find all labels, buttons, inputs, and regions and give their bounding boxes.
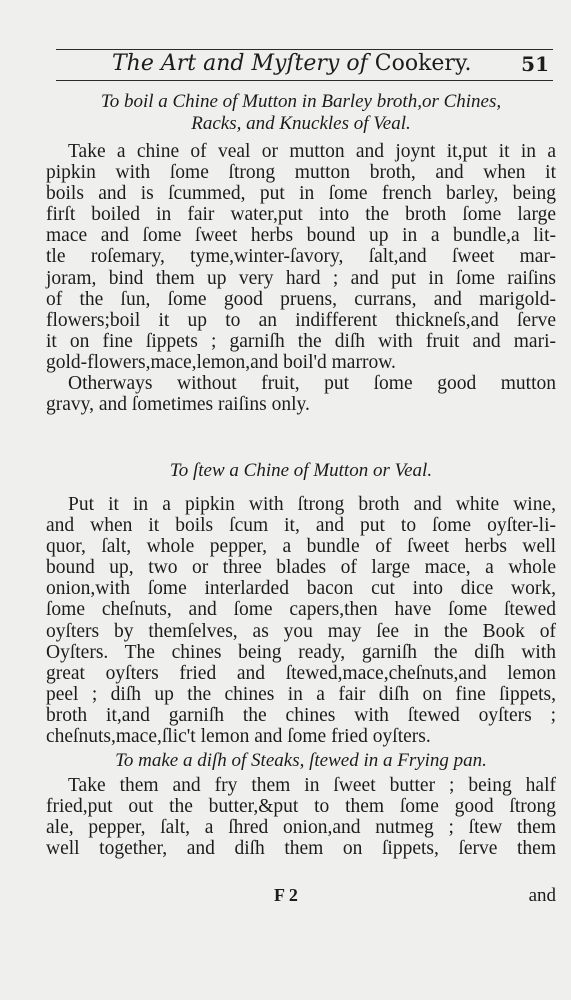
text-line: gravy, and ſometimes raiſins only. bbox=[46, 394, 310, 416]
signature-mark: F 2 bbox=[274, 885, 298, 905]
running-title-italic: The Art and Myſtery of bbox=[112, 51, 368, 76]
text-line: Oyſters. The chines being ready, garniſh the diſh with bbox=[46, 641, 556, 663]
text-line: flowers;boil it up to an indifferent thickneſs,and ſerve bbox=[46, 309, 556, 331]
text-line: Take them and fry them in ſweet butter ; being half bbox=[68, 775, 556, 796]
heading-line: To make a diſh of Steaks, ſtewed in a Frying pan. bbox=[115, 750, 487, 771]
text-line: well together, and diſh them on ſippets, ſerve them bbox=[46, 838, 556, 860]
recipe-body-steaks bbox=[46, 775, 556, 859]
text-line: ale, pepper, ſalt, a ſhred onion,and nutmeg ; ſtew them bbox=[46, 817, 556, 839]
recipe-body-stew-chine bbox=[46, 494, 556, 747]
text-line: onion,with ſome interlarded bacon cut into dice work, bbox=[46, 578, 556, 600]
recipe-heading-steaks bbox=[46, 750, 556, 772]
text-line: it on fine ſippets ; garniſh the diſh with fruit and mari- bbox=[46, 330, 556, 352]
text-line: gold-flowers,mace,lemon,and boil'd marrow. bbox=[46, 351, 396, 373]
text-line: quor, ſalt, whole pepper, a bundle of ſweet herbs well bbox=[46, 536, 556, 558]
page-number: 51 bbox=[521, 52, 549, 76]
catchword: and bbox=[528, 885, 556, 906]
text-line: cheſnuts,mace,ſlic't lemon and ſome fried oyſters. bbox=[46, 726, 431, 748]
running-title bbox=[112, 50, 471, 78]
running-header bbox=[56, 50, 553, 80]
recipe-heading-stew-chine bbox=[46, 460, 556, 482]
text-line: boils and is ſcummed, put in ſome french barley, being bbox=[46, 183, 556, 205]
heading-line: To ſtew a Chine of Mutton or Veal. bbox=[169, 460, 433, 481]
text-line: fried,put out the butter,&put to them ſome good ſtrong bbox=[46, 796, 556, 818]
recipe-body-boil-chine bbox=[46, 141, 556, 415]
running-title-roman: Cookery. bbox=[374, 51, 472, 76]
text-line: pipkin with ſome ſtrong mutton broth, and when it bbox=[46, 162, 556, 184]
text-line: of the ſun, ſome good pruens, currans, and marigold- bbox=[46, 288, 556, 310]
text-line: peel ; diſh up the chines in a fair diſh on fine ſippets, bbox=[46, 683, 556, 705]
page-footer bbox=[46, 885, 556, 907]
text-line: Put it in a pipkin with ſtrong broth and white wine, bbox=[68, 494, 556, 515]
text-line: ſome cheſnuts, and ſome capers,then have ſome ſtewed bbox=[46, 599, 556, 621]
text-line: mace and ſome ſweet herbs bound up in a bundle,a lit- bbox=[46, 225, 556, 247]
text-line: firſt boiled in fair water,put into the broth ſome large bbox=[46, 204, 556, 226]
heading-line: Racks, and Knuckles of Veal. bbox=[191, 113, 411, 134]
text-line: joram, bind them up very hard ; and put in ſome raiſins bbox=[46, 267, 556, 289]
text-line: Take a chine of veal or mutton and joynt it,put it in a bbox=[68, 141, 556, 162]
text-line: Otherways without fruit, put ſome good mutton bbox=[68, 373, 556, 395]
text-line: broth it,and garniſh the chines with ſtewed oyſters ; bbox=[46, 704, 556, 726]
text-line: oyſters by themſelves, as you may ſee in the Book of bbox=[46, 620, 556, 642]
text-line: bound up, two or three blades of large mace, a whole bbox=[46, 557, 556, 579]
header-rule-bottom bbox=[56, 80, 553, 81]
text-line: great oyſters fried and ſtewed,mace,cheſnuts,and lemon bbox=[46, 662, 556, 684]
text-line: tle roſemary, tyme,winter-ſavory, ſalt,and ſweet mar- bbox=[46, 246, 556, 268]
text-line: and when it boils ſcum it, and put to ſome oyſter-li- bbox=[46, 515, 556, 537]
recipe-heading-boil-chine bbox=[46, 91, 556, 135]
heading-line: To boil a Chine of Mutton in Barley broth,or Chines, bbox=[100, 91, 502, 112]
